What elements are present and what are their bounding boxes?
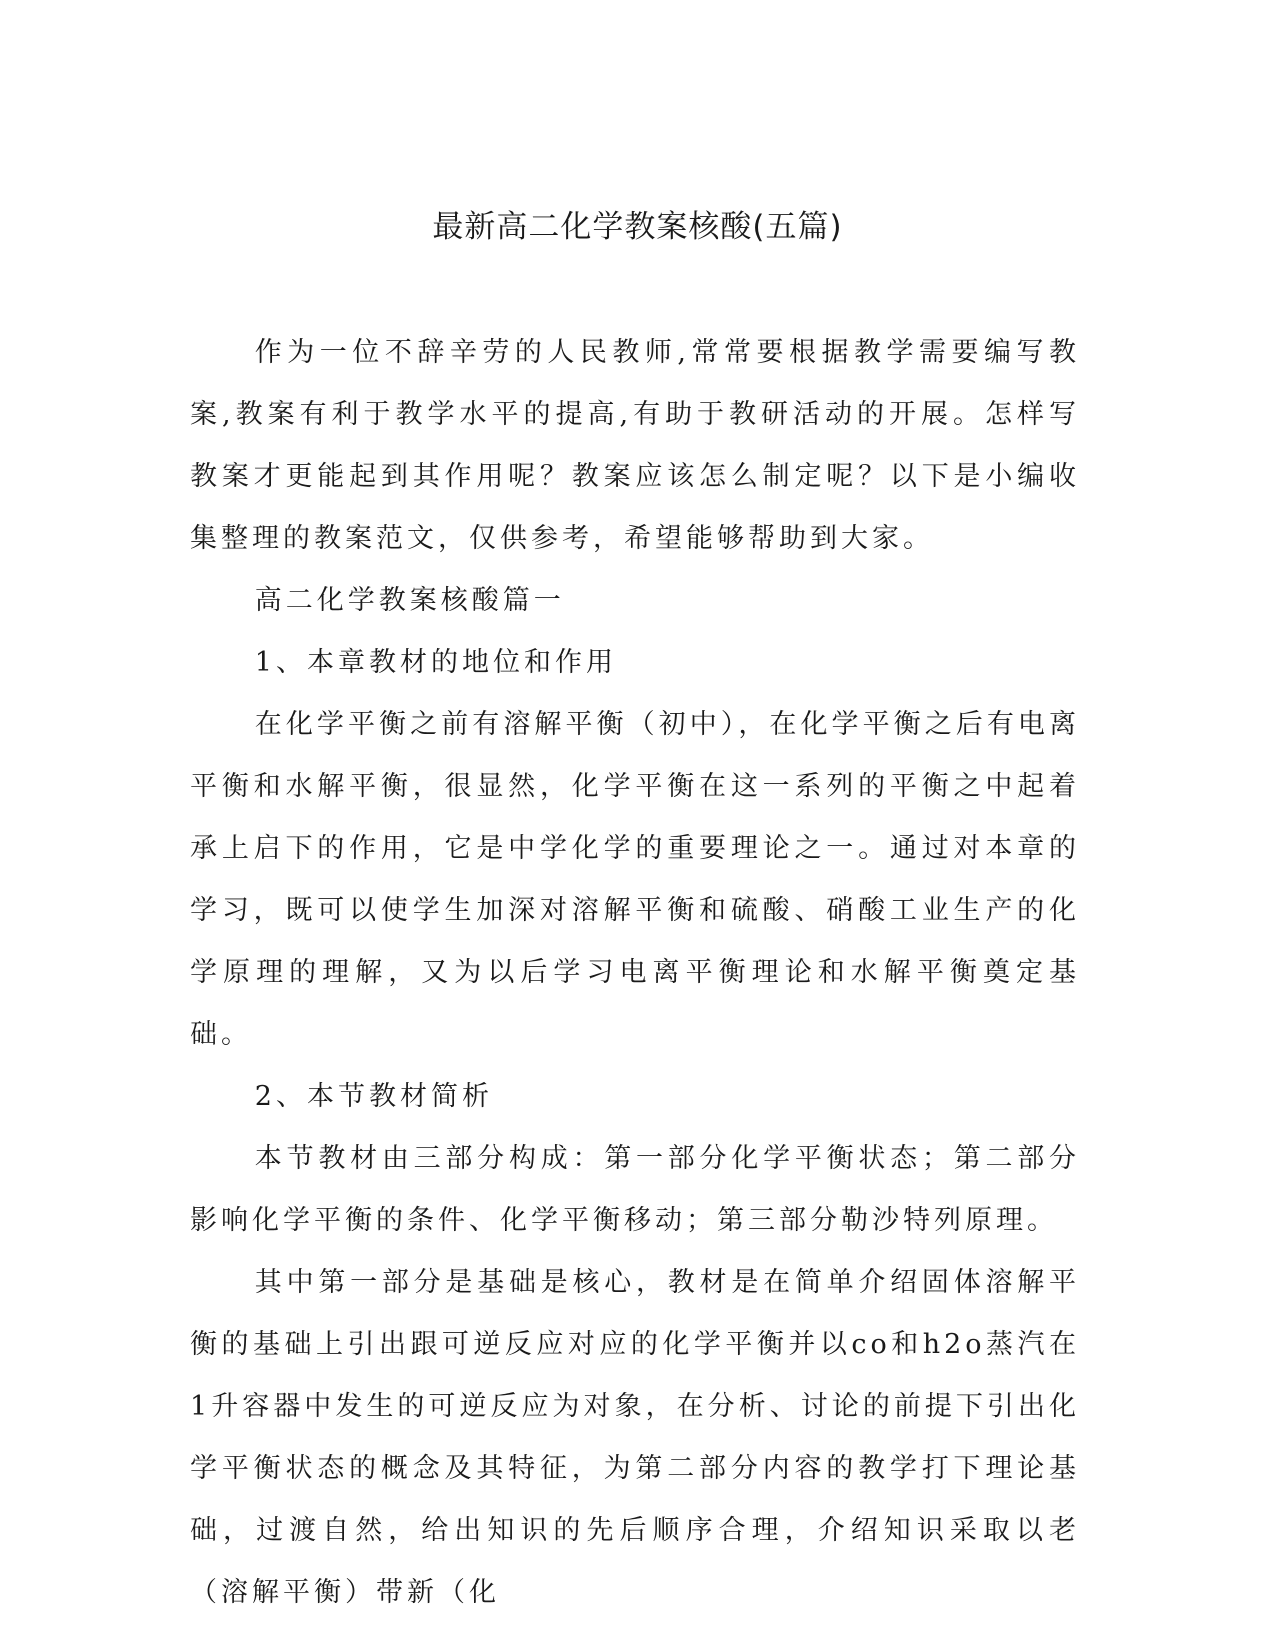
document-title: 最新高二化学教案核酸(五篇)	[432, 209, 843, 245]
document-body	[190, 322, 1080, 1624]
subheading-chapter-role: 1、本章教材的地位和作用	[254, 647, 617, 678]
paragraph-chapter-role: 在化学平衡之前有溶解平衡（初中），在化学平衡之后有电离平衡和水解平衡，很显然，化学平衡在这一系列的平衡之中起着承上启下的作用，它是中学化学的重要理论之一。通过对本章的学习，既可以使学生加深对溶解平衡和硫酸、硝酸工业生产的化学原理的理解，又为以后学习电离平衡理论和水解平衡奠定基础。	[190, 709, 1080, 1050]
subheading-section-analysis: 2、本节教材简析	[254, 1081, 493, 1112]
section-heading-part-one: 高二化学教案核酸篇一	[254, 585, 565, 616]
intro-paragraph: 作为一位不辞辛劳的人民教师,常常要根据教学需要编写教案,教案有利于教学水平的提高,有助于教研活动的开展。怎样写教案才更能起到其作用呢？教案应该怎么制定呢？以下是小编收集整理的教案范文，仅供参考，希望能够帮助到大家。	[190, 337, 1080, 554]
paragraph-section-structure: 本节教材由三部分构成：第一部分化学平衡状态；第二部分影响化学平衡的条件、化学平衡移动；第三部分勒沙特列原理。	[190, 1143, 1080, 1236]
paragraph-section-core: 其中第一部分是基础是核心，教材是在简单介绍固体溶解平衡的基础上引出跟可逆反应对应的化学平衡并以co和h2o蒸汽在1升容器中发生的可逆反应为对象，在分析、讨论的前提下引出化学平衡状态的概念及其特征，为第二部分内容的教学打下理论基础，过渡自然，给出知识的先后顺序合理，介绍知识采取以老（溶解平衡）带新（化	[190, 1267, 1080, 1608]
